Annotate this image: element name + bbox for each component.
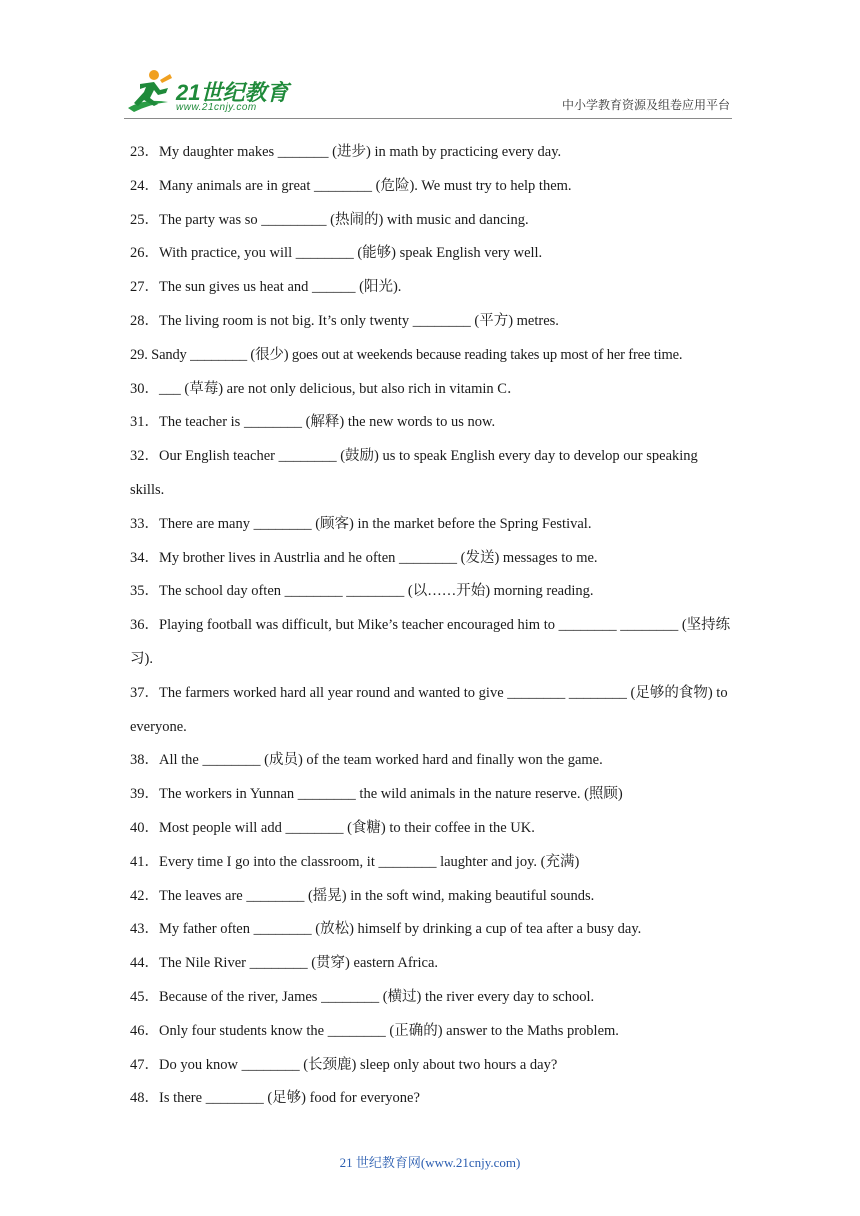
exercise-item: 46．Only four students know the ________ (正确的) answer to the Maths problem. [130, 1022, 619, 1039]
exercise-item: 23．My daughter makes _______ (进步) in math by practicing every day. [130, 144, 562, 160]
exercise-item: 40．Most people will add ________ (食糖) to their coffee in the UK. [130, 819, 535, 836]
exercise-item: 42．The leaves are ________ (摇晃) in the soft wind, making beautiful sounds. [130, 887, 595, 904]
exercise-item: 48．Is there ________ (足够) food for everyone? [130, 1090, 420, 1107]
exercise-item: 25．The party was so _________ (热闹的) with music and dancing. [130, 211, 529, 228]
exercise-item: 45．Because of the river, James ________ (横过) the river every day to school. [130, 988, 595, 1005]
exercise-item: 31．The teacher is ________ (解释) the new words to us now. [130, 414, 496, 431]
exercise-list [130, 136, 734, 1116]
exercise-item: 43．My father often ________ (放松) himself by drinking a cup of tea after a busy day. [130, 921, 642, 938]
exercise-item: 38．All the ________ (成员) of the team worked hard and finally won the game. [130, 752, 603, 769]
exercise-item: 27．The sun gives us heat and ______ (阳光). [130, 279, 402, 296]
exercise-item: 34．My brother lives in Austrlia and he often ________ (发送) messages to me. [130, 549, 598, 566]
exercise-item: 37．The farmers worked hard all year round and wanted to give ________ ________ (足够的食物) to everyone. [130, 684, 728, 735]
page-footer: 21 世纪教育网(www.21cnjy.com) [339, 1155, 521, 1170]
exercise-item: 47．Do you know ________ (长颈鹿) sleep only about two hours a day? [130, 1056, 558, 1073]
logo-text: 21世纪教育 [176, 80, 289, 105]
exercise-item: 28．The living room is not big. It’s only twenty ________ (平方) metres. [130, 312, 559, 329]
exercise-item: 29. Sandy ________ (很少) goes out at weekends because reading takes up most of her free time. [130, 346, 683, 363]
exercise-item: 35．The school day often ________ ________ (以……开始) morning reading. [130, 583, 594, 600]
exercise-item: 30．___ (草莓) are not only delicious, but also rich in vitamin C． [130, 380, 522, 397]
runner-logo-icon [124, 68, 176, 114]
exercise-item: 24．Many animals are in great ________ (危险). We must try to help them. [130, 177, 572, 194]
exercise-item: 39．The workers in Yunnan ________ the wild animals in the nature reserve. (照顾) [130, 786, 623, 803]
exercise-item: 41．Every time I go into the classroom, it ________ laughter and joy. (充满) [130, 853, 580, 870]
exercise-item: 26．With practice, you will ________ (能够) speak English very well. [130, 245, 543, 262]
exercise-item: 33．There are many ________ (顾客) in the market before the Spring Festival. [130, 515, 592, 532]
page-header [124, 66, 732, 119]
platform-tagline: 中小学教育资源及组卷应用平台 [561, 98, 730, 112]
exercise-item: 44．The Nile River ________ (贯穿) eastern Africa. [130, 955, 439, 972]
logo [124, 68, 294, 114]
exercise-item: 36．Playing football was difficult, but Mike’s teacher encouraged him to ________ ________ (坚持练习). [130, 617, 731, 667]
logo-url: www.21cnjy.com [176, 102, 257, 113]
exercise-item: 32．Our English teacher ________ (鼓励) us to speak English every day to develop our speaking skills. [130, 448, 698, 498]
